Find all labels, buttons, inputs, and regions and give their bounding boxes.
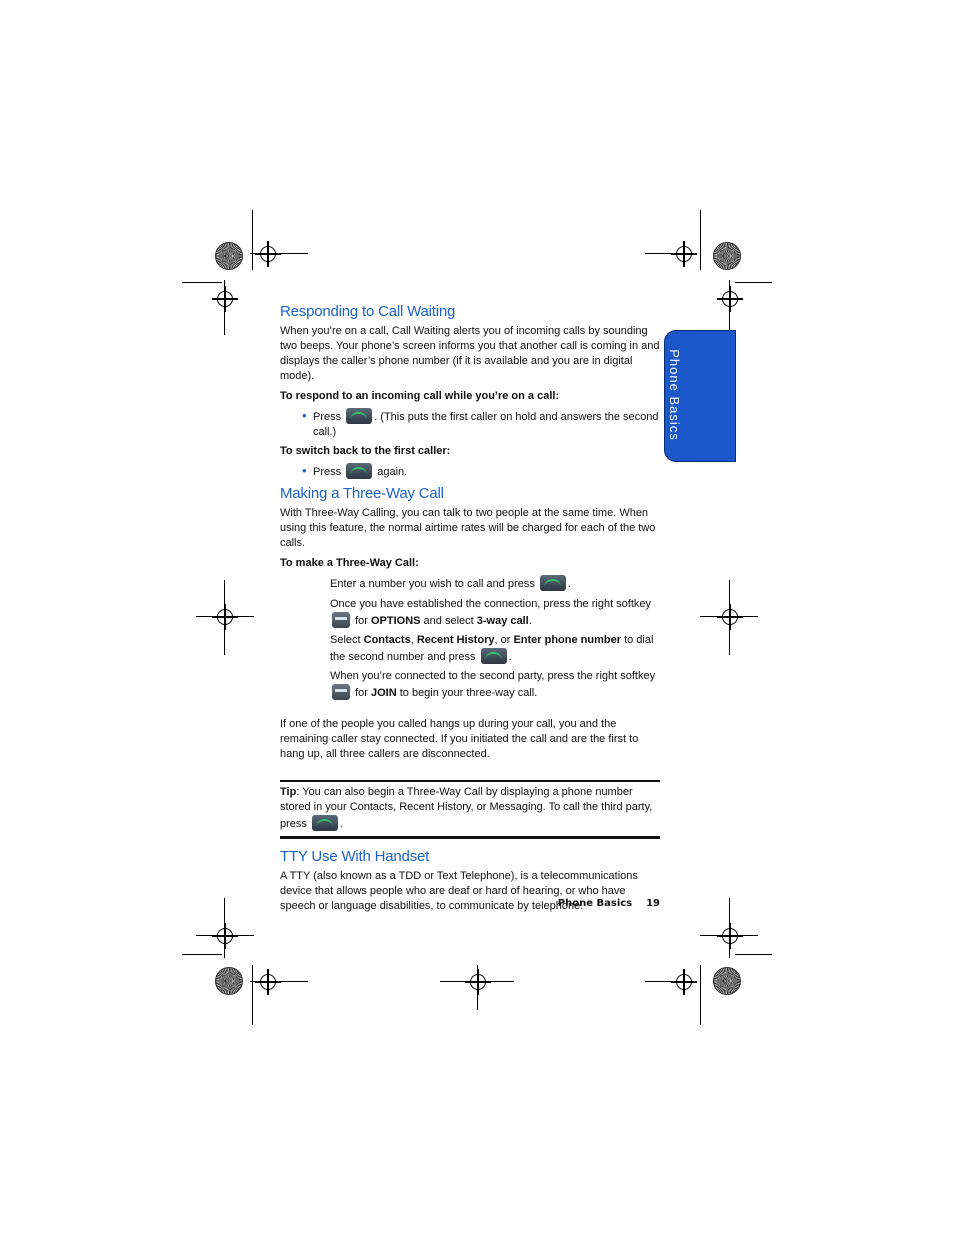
talk-key-icon [346,463,372,479]
right-softkey-icon [332,612,350,628]
call-waiting-lead-1: To respond to an incoming call while you’re on a call: [280,390,560,402]
tip-text: : You can also begin a Three-Way Call by displaying a phone number stored in your Contacts, Recent History, or Messaging. To call the third party, press [280,786,653,830]
footer-section: Phone Basics [557,898,633,909]
talk-key-icon [481,648,507,664]
page-number: 19 [646,898,660,909]
three-way-after: If one of the people you called hangs up during your call, you and the remaining caller stay connected. If you initiated the call and are the first to hang up, all three callers are disconnected. [280,718,639,760]
tty-body: A TTY (also known as a TDD or Text Telephone), is a telecommunications device that allows people who are deaf or hard of hearing, or who have speech or language disabilities, to communicate by telephone. [280,870,638,912]
tip-label: Tip [280,786,297,798]
call-waiting-lead-2: To switch back to the first caller: [280,445,451,457]
call-waiting-body: When you’re on a call, Call Waiting alerts you of incoming calls by sounding two beeps. Your phone’s screen informs you that another call is coming in and displays the caller’s phone number (if it is available and you are in digital mode). [280,325,660,382]
list-item: When you’re connected to the second party, press the right softkey for JOIN to begin your three-way call. [330,670,656,699]
talk-key-icon [312,815,338,831]
list-item: Once you have established the connection, press the right softkey for OPTIONS and select 3-way call. [330,598,652,627]
right-softkey-icon [332,684,350,700]
section-heading-three-way: Making a Three-Way Call [280,485,444,502]
tip-box: Tip: You can also begin a Three-Way Call by displaying a phone number stored in your Contacts, Recent History, or Messaging. To call the third party, press . [280,780,660,839]
bullet-icon: • [302,463,307,478]
bullet-icon: • [302,408,307,423]
list-item: • Press again. [302,463,408,478]
three-way-body: With Three-Way Calling, you can talk to two people at the same time. When using this feature, the normal airtime rates will be charged for each of the two calls. [280,507,656,549]
three-way-lead: To make a Three-Way Call: [280,557,419,569]
list-item: Enter a number you wish to call and press . [330,575,660,592]
chapter-side-tab-label: Phone Basics [667,349,682,441]
list-item: Select Contacts, Recent History, or Enter phone number to dial the second number and press . [330,634,654,663]
page-footer [540,898,660,909]
list-item: • Press . (This puts the first caller on hold and answers the second call.) [302,408,659,438]
section-heading-tty: TTY Use With Handset [280,848,430,865]
page-content [280,302,660,914]
section-heading-call-waiting: Responding to Call Waiting [280,303,456,320]
talk-key-icon [346,408,372,424]
talk-key-icon [540,575,566,591]
